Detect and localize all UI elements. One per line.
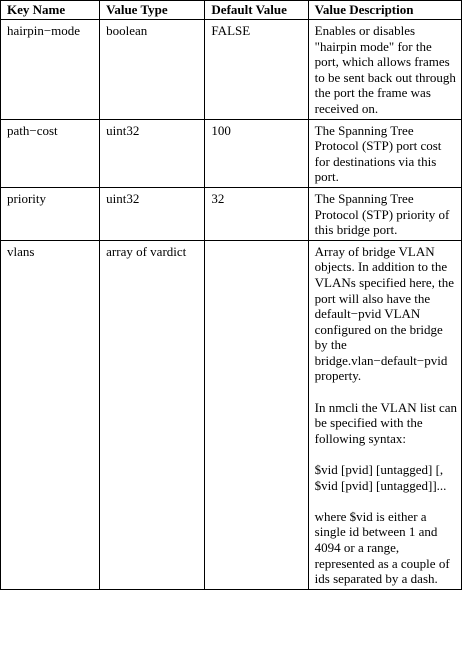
table-header-row xyxy=(1,1,462,20)
row-default: 100 xyxy=(205,119,308,187)
row-key-priority: priority xyxy=(1,187,100,240)
table-row xyxy=(1,20,462,120)
row-description xyxy=(308,187,461,240)
row-type: boolean xyxy=(100,20,205,120)
description-paragraph: Enables or disables "hairpin mode" for the port, which allows frames to be sent back out through the port the frame was received on. xyxy=(314,23,456,116)
header-key-name: Key Name xyxy=(1,1,100,20)
description-paragraph: Array of bridge VLAN objects. In addition to the VLANs specified here, the port will also have the default−pvid VLAN configured on the bridge by the bridge.vlan−default−pvid property. xyxy=(314,243,454,384)
table-row xyxy=(1,119,462,187)
row-type: uint32 xyxy=(100,119,205,187)
row-key-hairpin-mode: hairpin−mode xyxy=(1,20,100,120)
row-default: 32 xyxy=(205,187,308,240)
description-paragraph: The Spanning Tree Protocol (STP) priority of this bridge port. xyxy=(314,190,450,238)
table-row xyxy=(1,240,462,589)
row-description xyxy=(308,240,461,589)
description-paragraph: In nmcli the VLAN list can be specified with the following syntax: xyxy=(314,399,458,446)
description-paragraph: $vid [pvid] [untagged] [, $vid [pvid] [untagged]]... xyxy=(314,462,447,493)
row-default: FALSE xyxy=(205,20,308,120)
row-type: array of vardict xyxy=(100,240,205,589)
header-value-description: Value Description xyxy=(308,1,461,20)
header-default-value: Default Value xyxy=(205,1,308,20)
description-paragraph: where $vid is either a single id between 1 and 4094 or a range, represented as a couple of ids separated by a dash. xyxy=(314,508,450,587)
description-paragraph: The Spanning Tree Protocol (STP) port cost for destinations via this port. xyxy=(314,122,442,185)
row-description xyxy=(308,119,461,187)
row-key-path-cost: path−cost xyxy=(1,119,100,187)
row-default xyxy=(205,240,308,589)
row-type: uint32 xyxy=(100,187,205,240)
row-description xyxy=(308,20,461,120)
row-key-vlans: vlans xyxy=(1,240,100,589)
header-value-type: Value Type xyxy=(100,1,205,20)
table-row xyxy=(1,187,462,240)
